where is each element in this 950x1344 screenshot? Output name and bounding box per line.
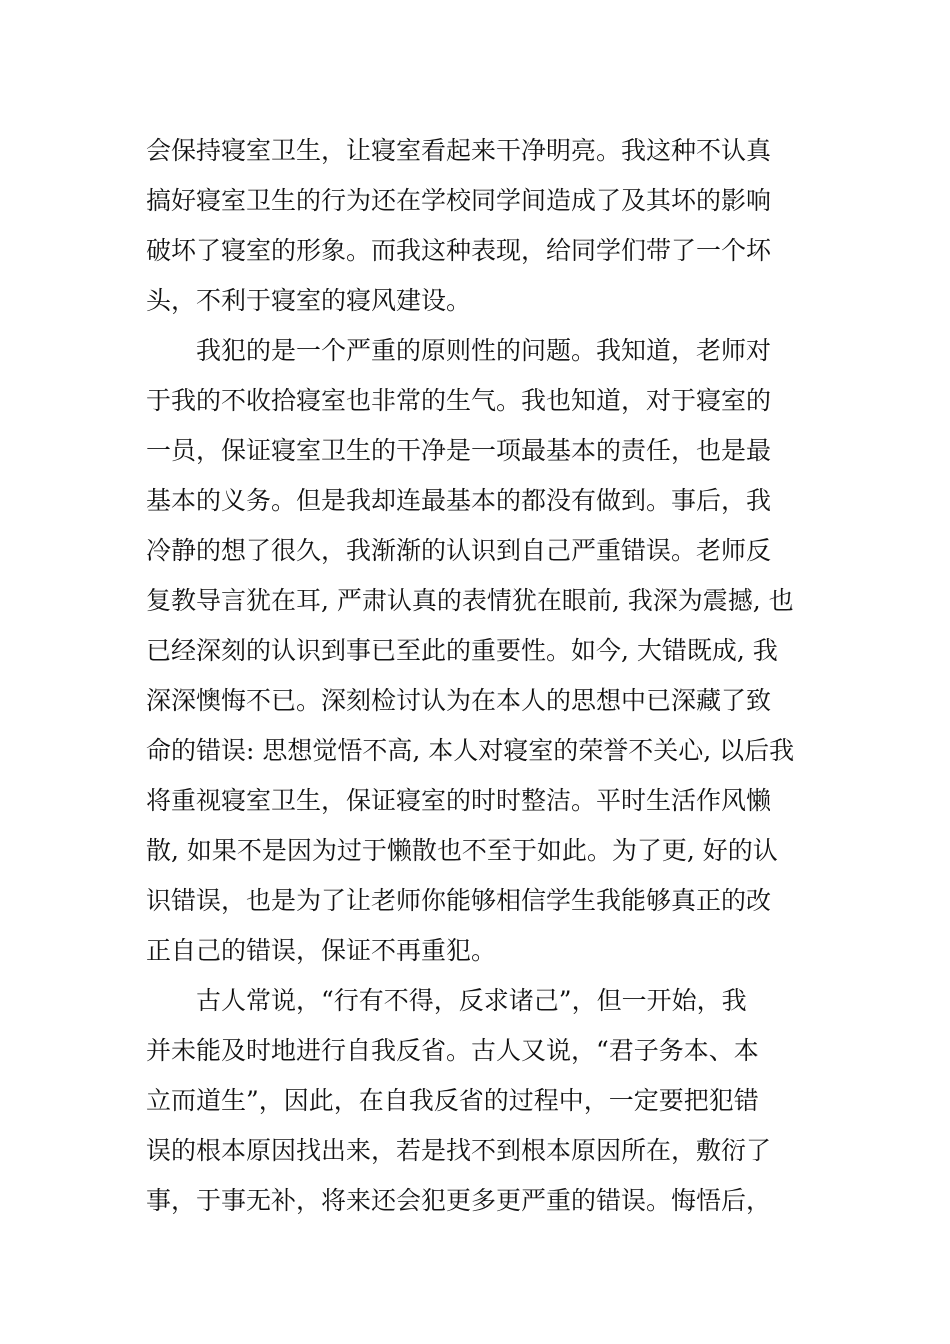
text-line: 于我的不收拾寝室也非常的生气。我也知道，对于寝室的 xyxy=(146,386,772,415)
text-line: 将重视寝室卫生，保证寝室的时时整洁。平时生活作风懒 xyxy=(146,786,772,815)
text-line: 破坏了寝室的形象。而我这种表现，给同学们带了一个坏 xyxy=(146,236,772,265)
text-line: 会保持寝室卫生，让寝室看起来干净明亮。我这种不认真 xyxy=(146,136,772,165)
body-text xyxy=(146,126,810,1226)
text-line: 并未能及时地进行自我反省。古人又说，“君子务本、本 xyxy=(146,1036,759,1065)
text-line: 事，于事无补，将来还会犯更多更严重的错误。悔悟后， xyxy=(146,1186,772,1215)
text-line: 头，不利于寝室的寝风建设。 xyxy=(146,286,472,315)
paragraph-start-line: 古人常说，“行有不得，反求诸己”，但一开始，我 xyxy=(196,986,747,1015)
text-line: 基本的义务。但是我却连最基本的都没有做到。事后，我 xyxy=(146,486,772,515)
text-line: 深深懊悔不已。深刻检讨认为在本人的思想中已深藏了致 xyxy=(146,686,772,715)
text-line: 立而道生”，因此，在自我反省的过程中，一定要把犯错 xyxy=(146,1086,759,1115)
text-line: 散, 如果不是因为过于懒散也不至于如此。为了更, 好的认 xyxy=(146,836,778,865)
paragraph-start-line: 我犯的是一个严重的原则性的问题。我知道，老师对 xyxy=(196,336,772,365)
text-line: 误的根本原因找出来，若是找不到根本原因所在，敷衍了 xyxy=(146,1136,772,1165)
text-line: 命的错误: 思想觉悟不高, 本人对寝室的荣誉不关心, 以后我 xyxy=(146,736,795,765)
text-line: 搞好寝室卫生的行为还在学校同学间造成了及其坏的影响 xyxy=(146,186,772,215)
text-line: 一员，保证寝室卫生的干净是一项最基本的责任，也是最 xyxy=(146,436,772,465)
text-line: 识错误，也是为了让老师你能够相信学生我能够真正的改 xyxy=(146,886,772,915)
text-line: 复教导言犹在耳, 严肃认真的表情犹在眼前, 我深为震撼, 也 xyxy=(146,586,794,615)
text-line: 正自己的错误，保证不再重犯。 xyxy=(146,936,497,965)
text-line: 冷静的想了很久，我渐渐的认识到自己严重错误。老师反 xyxy=(146,536,772,565)
text-line: 已经深刻的认识到事已至此的重要性。如今, 大错既成, 我 xyxy=(146,636,778,665)
